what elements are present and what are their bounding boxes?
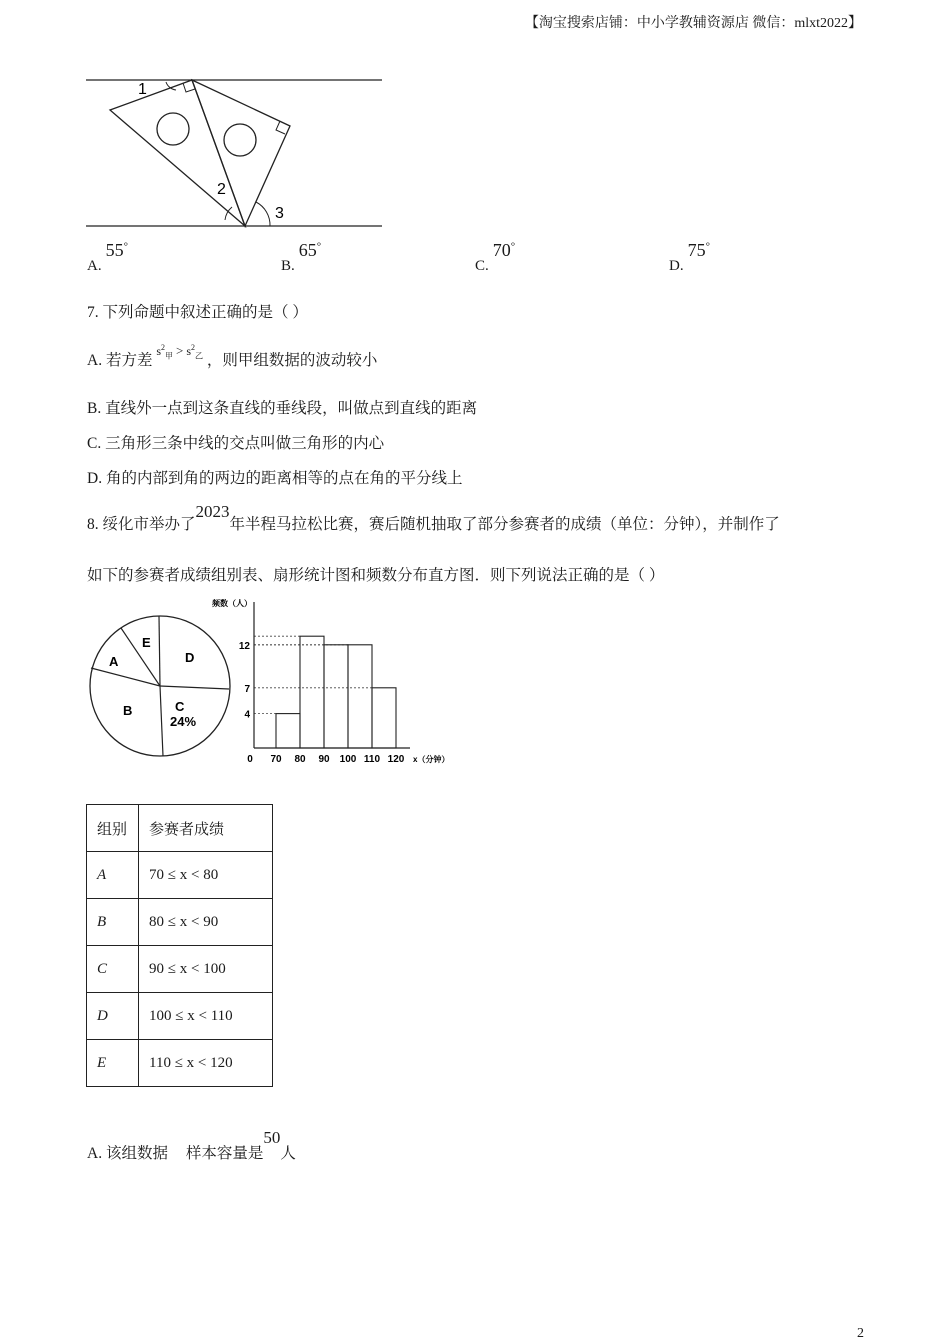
pie-label-c: C xyxy=(175,699,185,714)
table-header-score: 参赛者成绩 xyxy=(139,805,273,852)
pie-label-e: E xyxy=(142,635,151,650)
table-header-group: 组别 xyxy=(87,805,139,852)
histogram-origin-label: 0 xyxy=(247,754,253,765)
table-header-row xyxy=(87,805,273,852)
table-row xyxy=(87,946,273,993)
histogram-y-tick-label: 4 xyxy=(244,709,250,721)
angle-label-1: 1 xyxy=(138,81,147,98)
table-row xyxy=(87,899,273,946)
variance-expression: $s^2_甲 > s^2_乙$ xyxy=(156,343,204,361)
q6-option-c[interactable]: C. 70° xyxy=(475,240,516,274)
q7-option-a[interactable]: A. 若方差 $s^2_甲 > s^2_乙$ ，则甲组数据的波动较小 xyxy=(87,343,378,369)
q7-option-b[interactable]: B. 直线外一点到这条直线的垂线段，叫做点到直线的距离 xyxy=(87,400,478,417)
histogram-bar xyxy=(324,645,348,748)
pie-label-b: B xyxy=(123,703,133,718)
table-row xyxy=(87,993,273,1040)
pie-label-d: D xyxy=(185,650,195,665)
q7-stem: 7. 下列命题中叙述正确的是（ ） xyxy=(87,304,308,321)
histogram-x-tick-label: 120 xyxy=(387,754,405,765)
pie-divider xyxy=(159,616,160,686)
table-cell-group: A xyxy=(87,852,139,899)
q8-stem-line2: 如下的参赛者成绩组别表、扇形统计图和频数分布直方图．则下列说法正确的是（ ） xyxy=(87,567,665,584)
table-cell-range: 100 ≤ x < 110 xyxy=(139,993,273,1040)
q8-stem-line1: 8. 绥化市举办了2023年半程马拉松比赛，赛后随机抽取了部分参赛者的成绩（单位：分钟），并制作了 xyxy=(87,502,780,533)
histogram-bar xyxy=(276,714,300,748)
table-cell-range: 80 ≤ x < 90 xyxy=(139,899,273,946)
pie-label-a: A xyxy=(109,654,119,669)
q7-option-d[interactable]: D. 角的内部到角的两边的距离相等的点在角的平分线上 xyxy=(87,470,463,487)
table-cell-group: D xyxy=(87,993,139,1040)
table-cell-group: E xyxy=(87,1040,139,1087)
histogram-bar xyxy=(300,636,324,748)
table-cell-range: 110 ≤ x < 120 xyxy=(139,1040,273,1087)
left-triangle xyxy=(110,80,245,226)
pie-divider xyxy=(160,686,163,756)
group-table xyxy=(86,804,273,1087)
histogram-x-tick-label: 110 xyxy=(363,754,381,765)
histogram-x-tick-label: 70 xyxy=(270,754,282,765)
angle-label-3: 3 xyxy=(275,205,284,222)
histogram-bar xyxy=(348,645,372,748)
angle-label-2: 2 xyxy=(217,181,226,198)
histogram-y-tick-label: 12 xyxy=(238,640,250,652)
q7-option-c[interactable]: C. 三角形三条中线的交点叫做三角形的内心 xyxy=(87,435,385,452)
q6-option-a[interactable]: A. 55° xyxy=(87,240,128,274)
q6-option-b[interactable]: B. 65° xyxy=(281,240,322,274)
triangle-hole xyxy=(157,113,189,145)
histogram-bar xyxy=(372,688,396,748)
histogram-chart xyxy=(210,596,450,772)
histogram-x-tick-label: 80 xyxy=(294,754,306,765)
histogram-x-label: x（分钟） xyxy=(413,755,450,764)
triangle-hole xyxy=(224,124,256,156)
table-cell-range: 90 ≤ x < 100 xyxy=(139,946,273,993)
table-cell-range: 70 ≤ x < 80 xyxy=(139,852,273,899)
table-cell-group: C xyxy=(87,946,139,993)
q6-option-d[interactable]: D. 75° xyxy=(669,240,710,274)
header-note: 【淘宝搜索店铺：中小学教辅资源店 微信：mlxt2022】 xyxy=(524,16,862,31)
table-cell-group: B xyxy=(87,899,139,946)
histogram-y-label: 频数（人） xyxy=(212,599,252,608)
angle-arc-3 xyxy=(256,202,270,226)
pie-percent-c: 24% xyxy=(170,714,197,729)
table-row xyxy=(87,1040,273,1087)
histogram-x-tick-label: 90 xyxy=(318,754,330,765)
histogram-y-tick-label: 7 xyxy=(244,683,250,695)
histogram-x-tick-label: 100 xyxy=(339,754,357,765)
table-row xyxy=(87,852,273,899)
q8-option-a[interactable]: A. 该组数据 样本容量是50人 xyxy=(87,1128,296,1162)
triangle-figure xyxy=(80,72,390,237)
page-number: 2 xyxy=(857,1326,864,1341)
